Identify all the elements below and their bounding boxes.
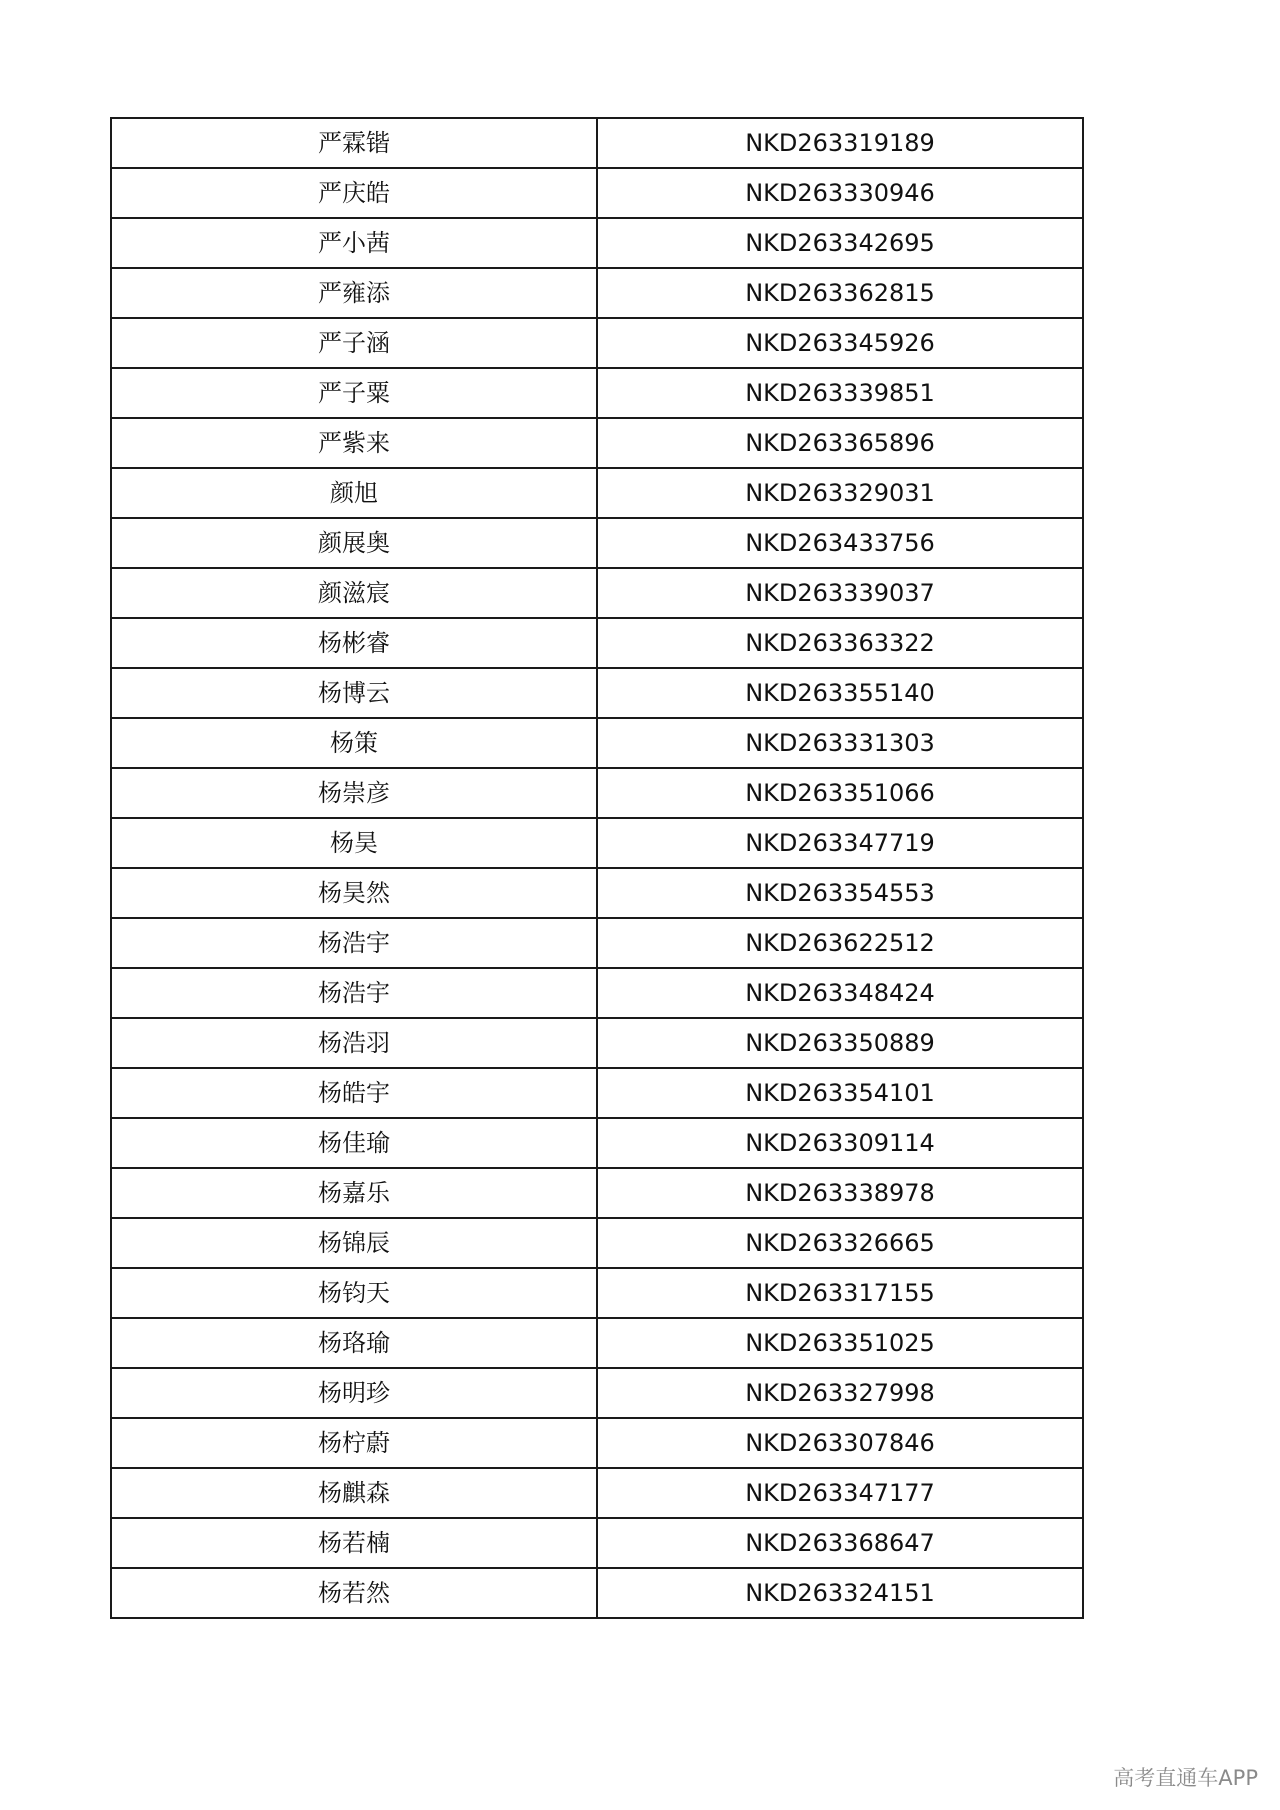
student-name-cell: 杨麒森 xyxy=(111,1468,597,1518)
table-row xyxy=(111,418,1083,468)
student-name-cell: 杨彬睿 xyxy=(111,618,597,668)
registration-id-cell: NKD263342695 xyxy=(597,218,1083,268)
table-row xyxy=(111,818,1083,868)
student-name-cell: 严雍添 xyxy=(111,268,597,318)
table-row xyxy=(111,768,1083,818)
table-row xyxy=(111,1218,1083,1268)
student-name-cell: 严紫来 xyxy=(111,418,597,468)
watermark-text: 高考直通车APP xyxy=(1113,1766,1258,1790)
student-name-cell: 杨佳瑜 xyxy=(111,1118,597,1168)
table-row xyxy=(111,368,1083,418)
table-row xyxy=(111,968,1083,1018)
student-name-cell: 杨嘉乐 xyxy=(111,1168,597,1218)
registration-id-cell: NKD263362815 xyxy=(597,268,1083,318)
student-name-cell: 杨博云 xyxy=(111,668,597,718)
registration-id-cell: NKD263347719 xyxy=(597,818,1083,868)
student-name-cell: 杨若然 xyxy=(111,1568,597,1618)
registration-id-cell: NKD263368647 xyxy=(597,1518,1083,1568)
registration-id-cell: NKD263330946 xyxy=(597,168,1083,218)
registration-id-cell: NKD263363322 xyxy=(597,618,1083,668)
student-name-cell: 杨若楠 xyxy=(111,1518,597,1568)
student-name-cell: 杨昊然 xyxy=(111,868,597,918)
admission-list-table xyxy=(110,117,1084,1619)
table-row xyxy=(111,1318,1083,1368)
registration-id-cell: NKD263309114 xyxy=(597,1118,1083,1168)
registration-id-cell: NKD263339037 xyxy=(597,568,1083,618)
table-row xyxy=(111,668,1083,718)
registration-id-cell: NKD263338978 xyxy=(597,1168,1083,1218)
registration-id-cell: NKD263339851 xyxy=(597,368,1083,418)
student-name-cell: 颜滋宸 xyxy=(111,568,597,618)
registration-id-cell: NKD263327998 xyxy=(597,1368,1083,1418)
table-row xyxy=(111,118,1083,168)
student-name-cell: 杨浩羽 xyxy=(111,1018,597,1068)
student-name-cell: 严庆皓 xyxy=(111,168,597,218)
table-row xyxy=(111,318,1083,368)
registration-id-cell: NKD263350889 xyxy=(597,1018,1083,1068)
student-name-cell: 杨钧天 xyxy=(111,1268,597,1318)
registration-id-cell: NKD263329031 xyxy=(597,468,1083,518)
table-row xyxy=(111,1018,1083,1068)
table-row xyxy=(111,1118,1083,1168)
student-name-cell: 杨浩宇 xyxy=(111,918,597,968)
student-name-cell: 杨柠蔚 xyxy=(111,1418,597,1468)
student-name-cell: 严霖锴 xyxy=(111,118,597,168)
student-name-cell: 杨明珍 xyxy=(111,1368,597,1418)
table-row xyxy=(111,718,1083,768)
registration-id-cell: NKD263317155 xyxy=(597,1268,1083,1318)
table-row xyxy=(111,1568,1083,1618)
student-name-cell: 杨浩宇 xyxy=(111,968,597,1018)
table-row xyxy=(111,218,1083,268)
table-row xyxy=(111,468,1083,518)
table-row xyxy=(111,1418,1083,1468)
registration-id-cell: NKD263355140 xyxy=(597,668,1083,718)
table-row xyxy=(111,1368,1083,1418)
table-row xyxy=(111,518,1083,568)
student-name-cell: 严小茜 xyxy=(111,218,597,268)
registration-id-cell: NKD263433756 xyxy=(597,518,1083,568)
student-name-cell: 杨皓宇 xyxy=(111,1068,597,1118)
student-name-cell: 严子涵 xyxy=(111,318,597,368)
student-name-cell: 颜展奥 xyxy=(111,518,597,568)
registration-id-cell: NKD263354553 xyxy=(597,868,1083,918)
table-row xyxy=(111,918,1083,968)
registration-id-cell: NKD263365896 xyxy=(597,418,1083,468)
table-row xyxy=(111,618,1083,668)
table-row xyxy=(111,268,1083,318)
table-row xyxy=(111,1268,1083,1318)
registration-id-cell: NKD263331303 xyxy=(597,718,1083,768)
registration-id-cell: NKD263307846 xyxy=(597,1418,1083,1468)
student-name-cell: 杨昊 xyxy=(111,818,597,868)
table-row xyxy=(111,168,1083,218)
table-row xyxy=(111,1518,1083,1568)
student-name-cell: 杨策 xyxy=(111,718,597,768)
student-name-cell: 杨崇彦 xyxy=(111,768,597,818)
student-name-cell: 杨锦辰 xyxy=(111,1218,597,1268)
table-row xyxy=(111,568,1083,618)
registration-id-cell: NKD263347177 xyxy=(597,1468,1083,1518)
student-name-cell: 杨珞瑜 xyxy=(111,1318,597,1368)
table-row xyxy=(111,1168,1083,1218)
table-body xyxy=(111,118,1083,1618)
student-name-cell: 颜旭 xyxy=(111,468,597,518)
registration-id-cell: NKD263324151 xyxy=(597,1568,1083,1618)
registration-id-cell: NKD263351025 xyxy=(597,1318,1083,1368)
registration-id-cell: NKD263345926 xyxy=(597,318,1083,368)
table-row xyxy=(111,1468,1083,1518)
registration-id-cell: NKD263326665 xyxy=(597,1218,1083,1268)
registration-id-cell: NKD263351066 xyxy=(597,768,1083,818)
registration-id-cell: NKD263348424 xyxy=(597,968,1083,1018)
registration-id-cell: NKD263354101 xyxy=(597,1068,1083,1118)
registration-id-cell: NKD263319189 xyxy=(597,118,1083,168)
registration-id-cell: NKD263622512 xyxy=(597,918,1083,968)
student-name-cell: 严子粟 xyxy=(111,368,597,418)
table-row xyxy=(111,868,1083,918)
table-row xyxy=(111,1068,1083,1118)
